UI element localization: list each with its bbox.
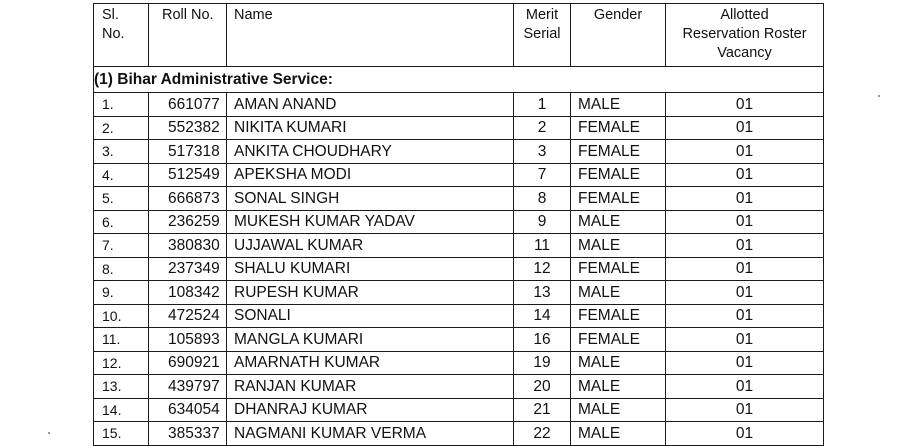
cell-merit-serial: 8: [514, 187, 571, 211]
cell-merit-serial: 11: [514, 234, 571, 258]
cell-merit-serial: 12: [514, 257, 571, 281]
cell-merit-serial: 1: [514, 93, 571, 117]
cell-name: NIKITA KUMARI: [227, 116, 514, 140]
cell-roll-no: 666873: [149, 187, 227, 211]
table-row: [94, 187, 824, 211]
cell-merit-serial: 16: [514, 328, 571, 352]
cell-sl-no: 14.: [94, 398, 149, 422]
table-row: [94, 163, 824, 187]
cell-roll-no: 661077: [149, 93, 227, 117]
header-vacancy: Allotted Reservation Roster Vacancy: [666, 4, 824, 67]
cell-sl-no: 13.: [94, 375, 149, 399]
cell-roll-no: 552382: [149, 116, 227, 140]
cell-roll-no: 472524: [149, 304, 227, 328]
cell-gender: FEMALE: [571, 187, 666, 211]
table-row: [94, 398, 824, 422]
cell-sl-no: 8.: [94, 257, 149, 281]
cell-name: MUKESH KUMAR YADAV: [227, 210, 514, 234]
cell-name: SONAL SINGH: [227, 187, 514, 211]
cell-gender: FEMALE: [571, 163, 666, 187]
cell-sl-no: 3.: [94, 140, 149, 164]
table-row: [94, 351, 824, 375]
cell-vacancy: 01: [666, 140, 824, 164]
cell-roll-no: 380830: [149, 234, 227, 258]
header-roll: Roll No.: [149, 4, 227, 67]
cell-vacancy: 01: [666, 210, 824, 234]
cell-gender: FEMALE: [571, 257, 666, 281]
section-row: [94, 67, 824, 93]
cell-name: AMARNATH KUMAR: [227, 351, 514, 375]
cell-roll-no: 517318: [149, 140, 227, 164]
cell-merit-serial: 3: [514, 140, 571, 164]
table-row: [94, 328, 824, 352]
cell-roll-no: 512549: [149, 163, 227, 187]
cell-name: AMAN ANAND: [227, 93, 514, 117]
cell-name: APEKSHA MODI: [227, 163, 514, 187]
cell-sl-no: 7.: [94, 234, 149, 258]
cell-sl-no: 15.: [94, 422, 149, 446]
cell-name: DHANRAJ KUMAR: [227, 398, 514, 422]
table-row: [94, 422, 824, 446]
cell-vacancy: 01: [666, 375, 824, 399]
table-row: [94, 234, 824, 258]
cell-sl-no: 12.: [94, 351, 149, 375]
cell-sl-no: 11.: [94, 328, 149, 352]
table-row: [94, 375, 824, 399]
result-table: [93, 3, 824, 446]
cell-vacancy: 01: [666, 257, 824, 281]
cell-name: SONALI: [227, 304, 514, 328]
cell-gender: MALE: [571, 375, 666, 399]
cell-gender: FEMALE: [571, 328, 666, 352]
cell-merit-serial: 14: [514, 304, 571, 328]
header-name: Name: [227, 4, 514, 67]
cell-sl-no: 4.: [94, 163, 149, 187]
cell-gender: MALE: [571, 422, 666, 446]
cell-gender: MALE: [571, 234, 666, 258]
table-row: [94, 140, 824, 164]
cell-merit-serial: 20: [514, 375, 571, 399]
header-gender: Gender: [571, 4, 666, 67]
cell-name: SHALU KUMARI: [227, 257, 514, 281]
cell-merit-serial: 13: [514, 281, 571, 305]
cell-gender: FEMALE: [571, 140, 666, 164]
table-header-row: [94, 4, 824, 67]
cell-sl-no: 6.: [94, 210, 149, 234]
table-row: [94, 304, 824, 328]
cell-roll-no: 236259: [149, 210, 227, 234]
cell-vacancy: 01: [666, 187, 824, 211]
scan-speck: [878, 95, 880, 97]
cell-merit-serial: 2: [514, 116, 571, 140]
cell-gender: MALE: [571, 210, 666, 234]
cell-sl-no: 10.: [94, 304, 149, 328]
cell-roll-no: 634054: [149, 398, 227, 422]
cell-roll-no: 237349: [149, 257, 227, 281]
cell-name: NAGMANI KUMAR VERMA: [227, 422, 514, 446]
cell-vacancy: 01: [666, 422, 824, 446]
cell-sl-no: 1.: [94, 93, 149, 117]
table-row: [94, 116, 824, 140]
cell-name: RUPESH KUMAR: [227, 281, 514, 305]
table-row: [94, 281, 824, 305]
header-sl: Sl. No.: [94, 4, 149, 67]
cell-roll-no: 108342: [149, 281, 227, 305]
cell-name: RANJAN KUMAR: [227, 375, 514, 399]
cell-roll-no: 105893: [149, 328, 227, 352]
cell-name: MANGLA KUMARI: [227, 328, 514, 352]
scan-speck: [48, 432, 50, 434]
cell-merit-serial: 19: [514, 351, 571, 375]
cell-gender: MALE: [571, 93, 666, 117]
table-row: [94, 210, 824, 234]
cell-gender: FEMALE: [571, 304, 666, 328]
cell-vacancy: 01: [666, 398, 824, 422]
cell-vacancy: 01: [666, 281, 824, 305]
cell-vacancy: 01: [666, 304, 824, 328]
cell-vacancy: 01: [666, 163, 824, 187]
cell-merit-serial: 9: [514, 210, 571, 234]
table-row: [94, 257, 824, 281]
cell-vacancy: 01: [666, 93, 824, 117]
cell-gender: MALE: [571, 281, 666, 305]
cell-sl-no: 5.: [94, 187, 149, 211]
header-merit: Merit Serial: [514, 4, 571, 67]
cell-merit-serial: 21: [514, 398, 571, 422]
cell-roll-no: 439797: [149, 375, 227, 399]
cell-sl-no: 9.: [94, 281, 149, 305]
cell-vacancy: 01: [666, 116, 824, 140]
cell-vacancy: 01: [666, 328, 824, 352]
cell-roll-no: 690921: [149, 351, 227, 375]
cell-sl-no: 2.: [94, 116, 149, 140]
cell-name: ANKITA CHOUDHARY: [227, 140, 514, 164]
cell-vacancy: 01: [666, 351, 824, 375]
cell-gender: MALE: [571, 398, 666, 422]
cell-gender: MALE: [571, 351, 666, 375]
cell-name: UJJAWAL KUMAR: [227, 234, 514, 258]
table-row: [94, 93, 824, 117]
cell-vacancy: 01: [666, 234, 824, 258]
cell-roll-no: 385337: [149, 422, 227, 446]
section-title: (1) Bihar Administrative Service:: [94, 67, 824, 93]
cell-gender: FEMALE: [571, 116, 666, 140]
cell-merit-serial: 22: [514, 422, 571, 446]
cell-merit-serial: 7: [514, 163, 571, 187]
